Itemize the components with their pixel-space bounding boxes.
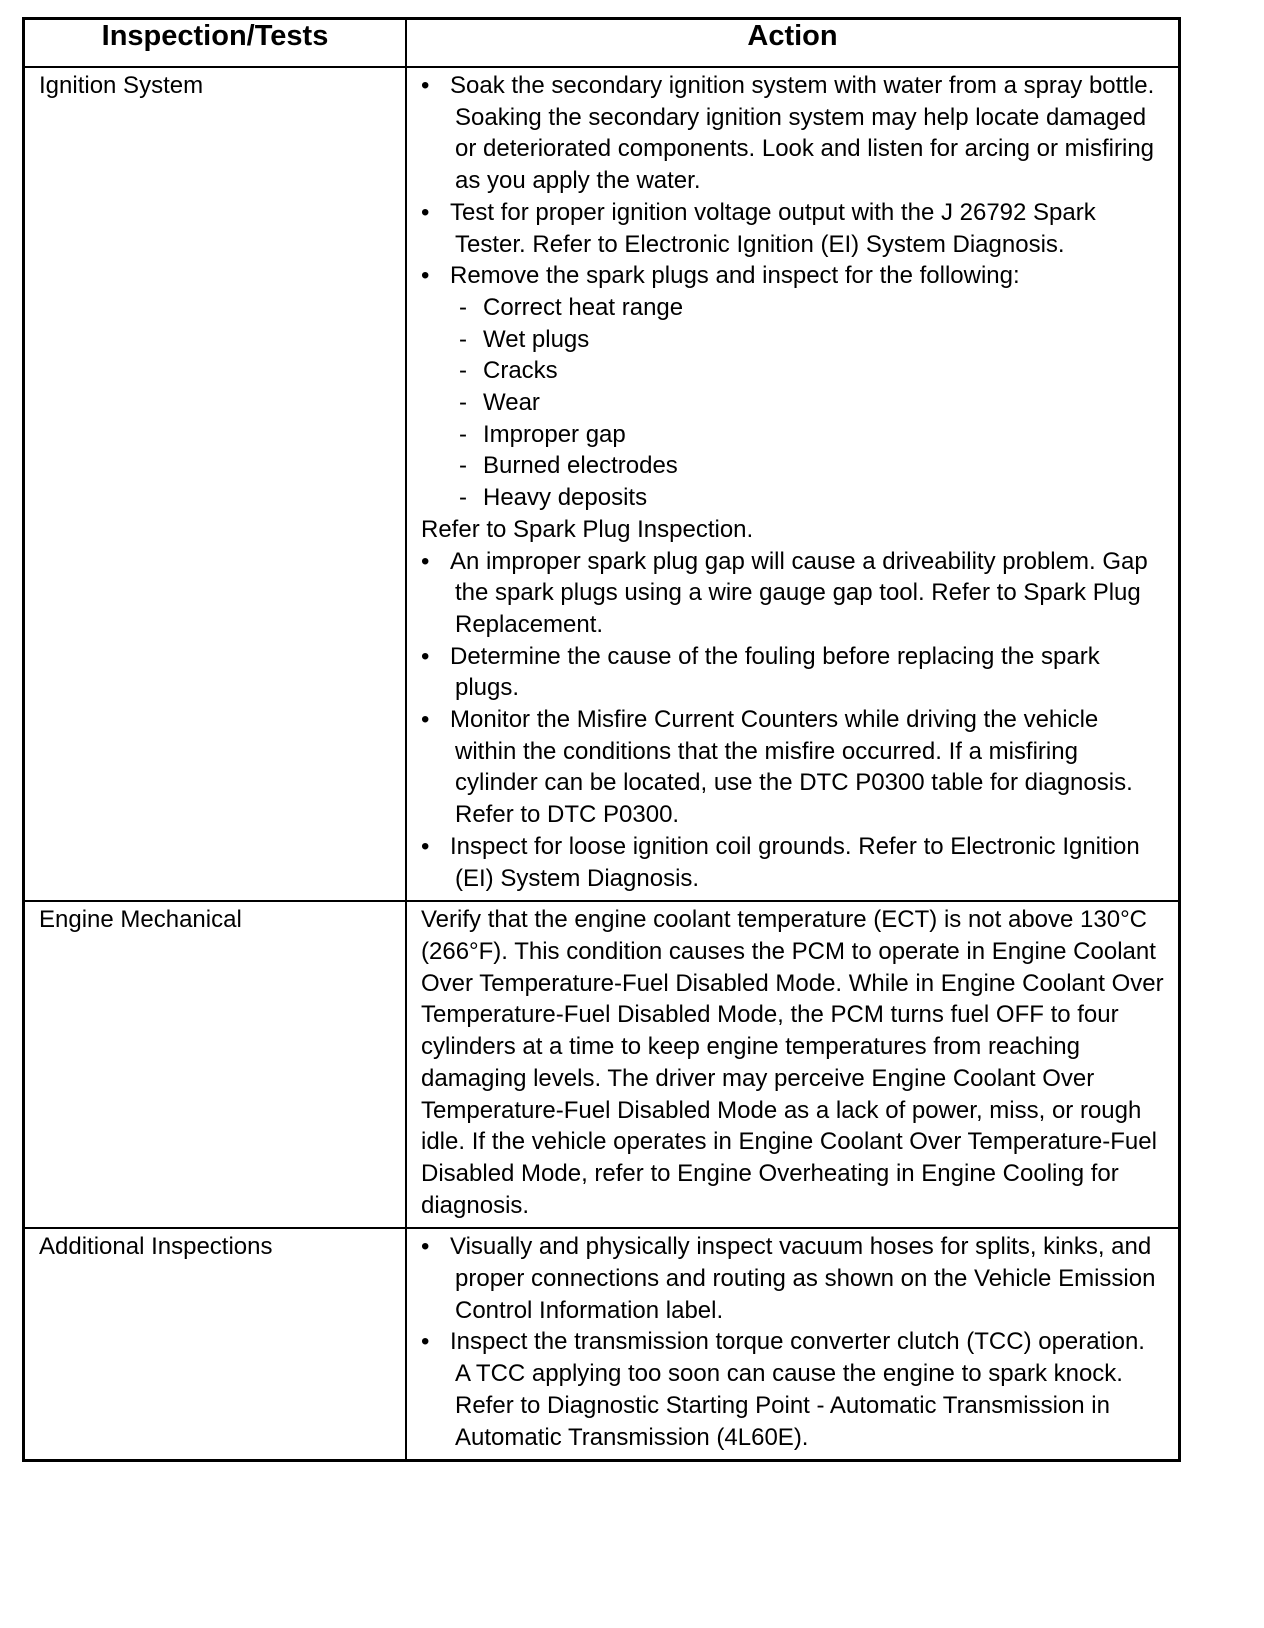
list-item: • Visually and physically inspect vacuum hoses for splits, kinks, and proper connections and routing as shown on the Vehicle Emission Control Information label. (421, 1231, 1164, 1326)
sub-item: - Correct heat range (421, 292, 1164, 324)
sub-item: - Burned electrodes (421, 450, 1164, 482)
list-item: • Soak the secondary ignition system with water from a spray bottle. Soaking the secondary ignition system may help locate damaged or deteriorated components. Look and listen for arcing or misfiring as you apply the water. (421, 70, 1164, 197)
table-row (24, 1228, 1180, 1460)
header-inspection-tests: Inspection/Tests (24, 19, 407, 68)
sub-item: - Cracks (421, 355, 1164, 387)
list-item: • Test for proper ignition voltage output with the J 26792 Spark Tester. Refer to Electronic Ignition (EI) System Diagnosis. (421, 197, 1164, 260)
sub-item: - Wear (421, 387, 1164, 419)
sub-item: - Heavy deposits (421, 482, 1164, 514)
test-name: Ignition System (24, 67, 407, 901)
table-row (24, 901, 1180, 1228)
inspection-table (22, 17, 1181, 1462)
action-text: Verify that the engine coolant temperature (ECT) is not above 130°C (266°F). This condition causes the PCM to operate in Engine Coolant Over Temperature-Fuel Disabled Mode. While in Engine Coolant Over Temperature-Fuel Disabled Mode, the PCM turns fuel OFF to four cylinders at a time to keep engine temperatures from reaching damaging levels. The driver may perceive Engine Coolant Over Temperature-Fuel Disabled Mode as a lack of power, miss, or rough idle. If the vehicle operates in Engine Coolant Over Temperature-Fuel Disabled Mode, refer to Engine Overheating in Engine Cooling for diagnosis. (406, 901, 1180, 1228)
header-row (24, 19, 1180, 68)
header-action: Action (406, 19, 1180, 68)
sub-item: - Improper gap (421, 419, 1164, 451)
list-item: • An improper spark plug gap will cause a driveability problem. Gap the spark plugs using a wire gauge gap tool. Refer to Spark Plug Replacement. (421, 546, 1164, 641)
list-item: • Monitor the Misfire Current Counters while driving the vehicle within the conditions that the misfire occurred. If a misfiring cylinder can be located, use the DTC P0300 table for diagnosis. Refer to DTC P0300. (421, 704, 1164, 831)
action-cell (406, 1228, 1180, 1460)
note: Refer to Spark Plug Inspection. (421, 515, 754, 543)
test-name: Additional Inspections (24, 1228, 407, 1460)
list-item: • Remove the spark plugs and inspect for the following: (421, 260, 1164, 292)
list-item: • Inspect for loose ignition coil grounds. Refer to Electronic Ignition (EI) System Diagnosis. (421, 831, 1164, 894)
list-item: • Inspect the transmission torque converter clutch (TCC) operation. A TCC applying too soon can cause the engine to spark knock. Refer to Diagnostic Starting Point - Automatic Transmission in Automatic Transmission (4L60E). (421, 1326, 1164, 1453)
table-row (24, 67, 1180, 901)
list-item: • Determine the cause of the fouling before replacing the spark plugs. (421, 641, 1164, 704)
action-cell (406, 67, 1180, 901)
test-name: Engine Mechanical (24, 901, 407, 1228)
sub-item: - Wet plugs (421, 324, 1164, 356)
